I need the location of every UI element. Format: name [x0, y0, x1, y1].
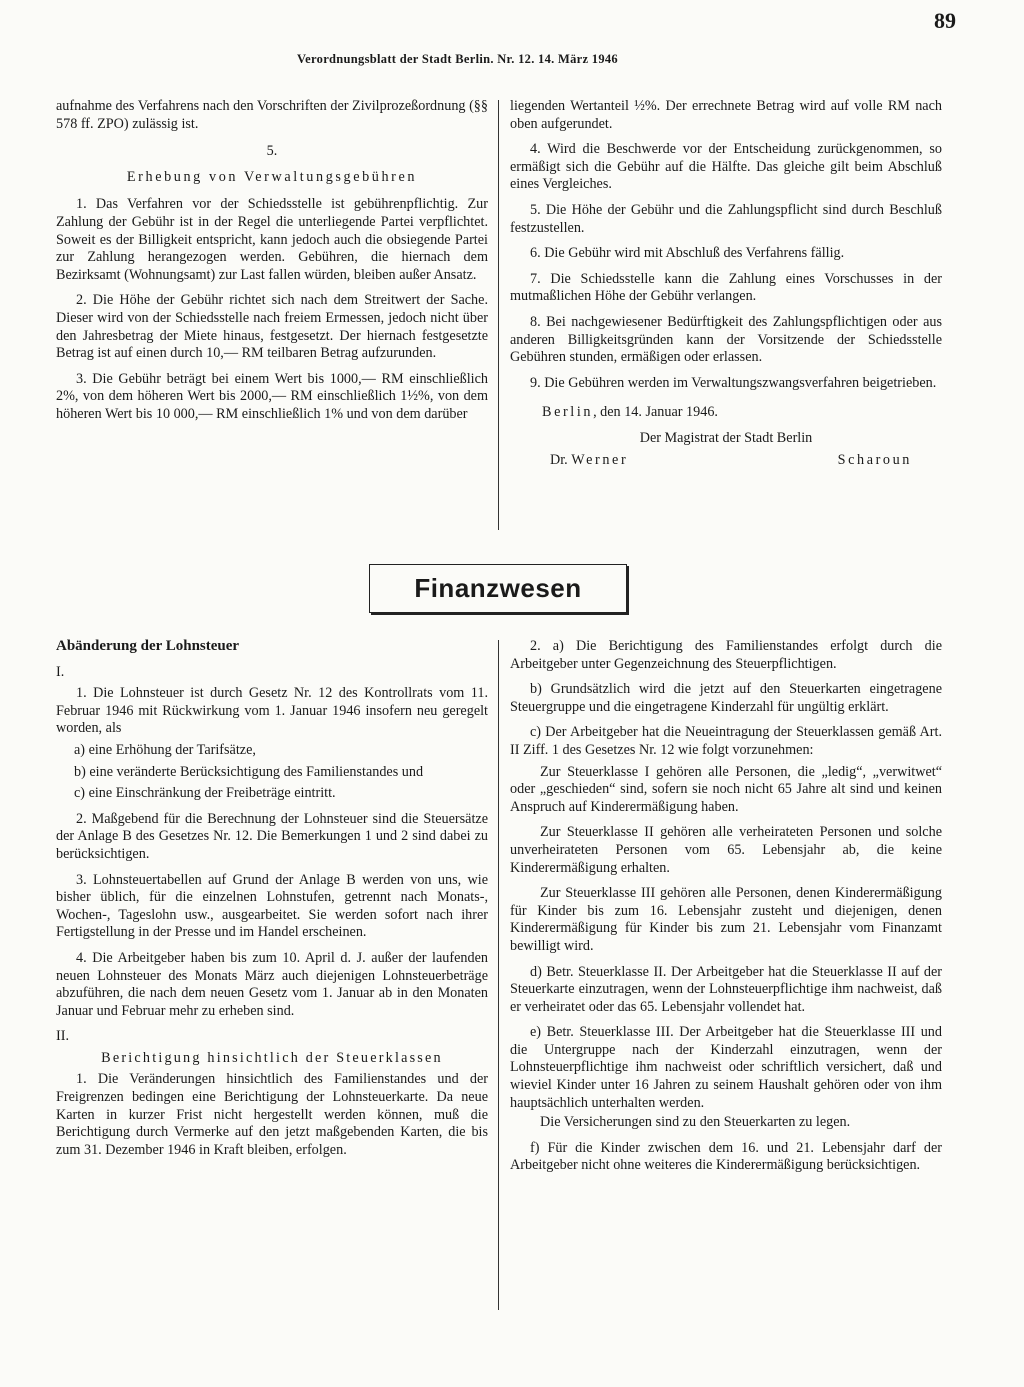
continuation-text: liegenden Wertanteil ½%. Der errechnete Betrag wird auf volle RM nach oben aufgerundet.: [510, 98, 942, 132]
paragraph: f) Für die Kinder zwischen dem 16. und 21. Lebensjahr darf der Arbeitgeber nicht ohne weiteres die Kinderermäßigung berücksichtigen.: [510, 1139, 942, 1174]
paragraph: 1. Die Veränderungen hinsichtlich des Familienstandes und der Freigrenzen bedingen eine Berichtigung der Lohnsteuerkarte. Da neue Karten in kurzer Frist nicht hergestellt werden können, muß die Berichtigung durch Vermerke auf den jetzt maßgebenden Karten, die bis zum 31. Dezember 1946 in Kraft bleiben, erfolgen.: [56, 1071, 488, 1158]
paragraph: 7. Die Schiedsstelle kann die Zahlung eines Vorschusses in der mutmaßlichen Höhe der Gebühr verlangen.: [510, 270, 942, 305]
place: Berlin: [542, 404, 594, 421]
paragraph: Zur Steuerklasse I gehören alle Personen, die „ledig“, „verwitwet“ oder „geschieden“ sind, sofern sie noch nicht 65 Jahre alt sind und keinen Anspruch auf Kinderermäßigung haben.: [510, 763, 942, 815]
bottom-left-column: [56, 638, 488, 1167]
top-left-column: [56, 98, 488, 432]
paragraph: 2. Maßgebend für die Berechnung der Lohnsteuer sind die Steuersätze der Anlage B des Gesetzes Nr. 12. Die Bemerkungen 1 und 2 sind dabei zu berücksichtigen.: [56, 810, 488, 862]
list-item: b) eine veränderte Berücksichtigung des Familienstandes und: [74, 763, 424, 780]
section-number: 5.: [266, 143, 278, 160]
roman-numeral: I.: [56, 663, 65, 680]
paragraph: 3. Die Gebühr beträgt bei einem Wert bis 1000,— RM einschließlich 2%, von dem höheren Wert bis 2000,— RM einschließlich 1½%, von dem höheren Wert bis 10 000,— RM einschließlich 1% und von dem darüber: [56, 370, 488, 422]
paragraph: Zur Steuerklasse II gehören alle verheirateten Personen und solche unverheirateten Personen vom 65. Lebensjahr ab, die keine Kinderermäßigung erhalten.: [510, 824, 942, 876]
section-heading-box: Finanzwesen: [369, 564, 627, 613]
paragraph: Die Versicherungen sind zu den Steuerkarten zu legen.: [540, 1114, 851, 1131]
paragraph: b) Grundsätzlich wird die jetzt auf den Steuerkarten eingetragene Steuergruppe und die eingetragene Kinderzahl für ungültig erklärt.: [510, 681, 942, 715]
signatory-right: Scharoun: [837, 451, 912, 468]
paragraph: 5. Die Höhe der Gebühr und die Zahlungspflicht sind durch Beschluß festzustellen.: [510, 201, 942, 236]
continuation-text: aufnahme des Verfahrens nach den Vorschriften der Zivilprozeßordnung (§§ 578 ff. ZPO) zulässig ist.: [56, 98, 488, 132]
article-title: Abänderung der Lohnsteuer: [56, 638, 240, 654]
list-item: a) eine Erhöhung der Tarifsätze,: [74, 741, 256, 758]
paragraph: 1. Die Lohnsteuer ist durch Gesetz Nr. 12 des Kontrollrats vom 11. Februar 1946 mit Rückwirkung vom 1. Januar 1946 insofern neu geregelt worden, als: [56, 685, 488, 737]
paragraph: 4. Wird die Beschwerde vor der Entscheidung zurückgenommen, so ermäßigt sich die Gebühr auf die Hälfte. Das gleiche gilt beim Abschluß eines Vergleiches.: [510, 141, 942, 193]
paragraph: 6. Die Gebühr wird mit Abschluß des Verfahrens fällig.: [530, 245, 845, 262]
paragraph: 1. Das Verfahren vor der Schiedsstelle ist gebührenpflichtig. Zur Zahlung der Gebühr ist in der Regel die unterliegende Partei verpflichtet. Soweit es der Billigkeit entspricht, kann jedoch auch die obsiegende Partei zur Zahlung herangezogen werden. Gebühren, die hiernach dem Bezirksamt (Wohnungsamt) zur Last fallen würden, bleiben außer Ansatz.: [56, 196, 488, 283]
top-right-column: [510, 98, 942, 469]
paragraph: e) Betr. Steuerklasse III. Der Arbeitgeber hat die Steuerklasse III und die Untergruppe nach der Kinderzahl einzutragen, wenn der Lohnsteuerpflichtige ihm nachweist oder schriftlich versichert, daß und wieviel Kinder unter 16 Jahren zu seinem Haushalt gehören oder von ihm hauptsächlich unterhalten werden.: [510, 1024, 942, 1111]
signing-authority: Der Magistrat der Stadt Berlin: [639, 429, 813, 446]
place-date: [522, 404, 942, 422]
signatures: [510, 452, 942, 470]
paragraph: 9. Die Gebühren werden im Verwaltungszwangsverfahren beigetrieben.: [530, 374, 937, 391]
paragraph: c) Der Arbeitgeber hat die Neueintragung der Steuerklassen gemäß Art. II Ziff. 1 des Gesetzes Nr. 12 wie folgt vorzunehmen:: [510, 724, 942, 758]
paragraph: 4. Die Arbeitgeber haben bis zum 10. April d. J. außer der laufenden neuen Lohnsteuer des Monats März auch diejenigen Lohnsteuerbeträge abzuführen, die nach dem neuen Gesetz vom 1. Januar ab in den Monaten Januar und Februar mehr zu erheben sind.: [56, 949, 488, 1019]
list-item: c) eine Einschränkung der Freibeträge eintritt.: [74, 785, 336, 802]
paragraph: 2. a) Die Berichtigung des Familienstandes erfolgt durch die Arbeitgeber unter Gegenzeichnung des Steuerpflichtigen.: [510, 638, 942, 672]
paragraph: d) Betr. Steuerklasse II. Der Arbeitgeber hat die Steuerklasse II auf der Steuerkarte einzutragen, wenn der Lohnsteuerpflichtige ihm nachweist, daß er verheiratet oder das 65. Lebensjahr vollendet hat.: [510, 963, 942, 1015]
date: , den 14. Januar 1946.: [593, 404, 718, 421]
column-rule-bottom: [498, 640, 499, 1310]
page-number: 89: [934, 8, 956, 33]
running-header: Verordnungsblatt der Stadt Berlin. Nr. 12. 14. März 1946: [297, 52, 618, 66]
paragraph: 8. Bei nachgewiesener Bedürftigkeit des Zahlungspflichtigen oder aus anderen Billigkeitsgründen kann der Vorsitzende der Schiedsstelle Gebühren stunden, ermäßigen oder erlassen.: [510, 313, 942, 366]
paragraph: Zur Steuerklasse III gehören alle Personen, denen Kinderermäßigung für Kinder bis zum 16. Lebensjahr zusteht und diejenigen, denen Kinderermäßigung für Kinder bis zum 21. Lebensjahr vom Finanzamt bewilligt wird.: [510, 885, 942, 954]
paragraph: 3. Lohnsteuertabellen auf Grund der Anlage B werden von uns, wie bisher üblich, für die einzelnen Lohnstufen, getrennt nach Monats-, Wochen-, Tageslohn usw., ausgearbeitet. Sie werden sofort nach ihrer Fertigstellung in der Presse und im Handel erscheinen.: [56, 871, 488, 941]
roman-numeral: II.: [56, 1028, 69, 1045]
column-rule-top: [498, 100, 499, 530]
section-title: Erhebung von Verwaltungsgebühren: [126, 168, 418, 185]
signatory-left: Dr. Werner: [550, 451, 629, 468]
paragraph: 2. Die Höhe der Gebühr richtet sich nach dem Streitwert der Sache. Dieser wird von der Schiedsstelle nach freiem Ermessen, jedoch nicht über den Jahresbetrag der Miete hinaus, festgesetzt. Der hiernach festgesetzte Betrag ist auf einen durch 10,— RM teilbaren Betrag aufzurunden.: [56, 292, 488, 362]
subsection-title: Berichtigung hinsichtlich der Steuerklassen: [101, 1049, 443, 1066]
bottom-right-column: [510, 638, 942, 1183]
